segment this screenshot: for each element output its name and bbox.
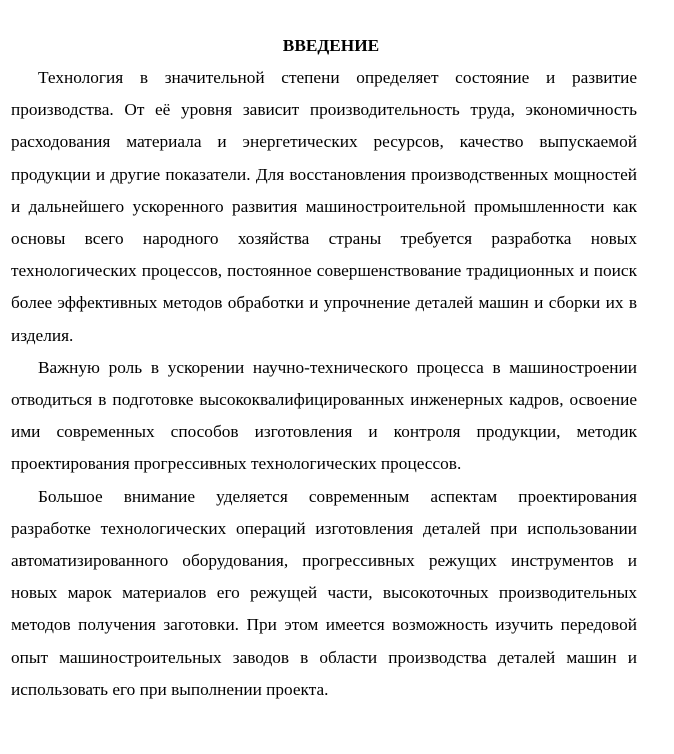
paragraph-technology: Технология в значительной степени определяет состояние и развитие производства. От её уровня зависит производительность труда, экономичность расходования материала и энергетических ресурсов, качество выпускаемой продукции и другие показатели. Для восстановления производственных мощностей и дальнейшего ускоренного развития машиностроительной промышленности как основы всего народного хозяйства страны требуется разработка новых технологических процессов, постоянное совершенствование традиционных и поиск более эффективных методов обработки и упрочнение деталей машин и сборки их в изделия. xyxy=(11,68,637,345)
paragraph-design-aspects: Большое внимание уделяется современным аспектам проектирования разработке технологических операций изготовления деталей при использовании автоматизированного оборудования, прогрессивных режущих инструментов и новых марок материалов его режущей части, высокоточных производительных методов получения заготовки. При этом имеется возможность изучить передовой опыт машиностроительных заводов в области производства деталей машин и использовать его при выполнении проекта. xyxy=(11,486,637,699)
section-title: ВВЕДЕНИЕ xyxy=(282,36,380,55)
paragraph-engineering-staff: Важную роль в ускорении научно-технического процесса в машиностроении отводиться в подготовке высококвалифицированных инженерных кадров, освоение ими современных способов изготовления и контроля продукции, методик проектирования прогрессивных технологических процессов. xyxy=(11,357,637,474)
